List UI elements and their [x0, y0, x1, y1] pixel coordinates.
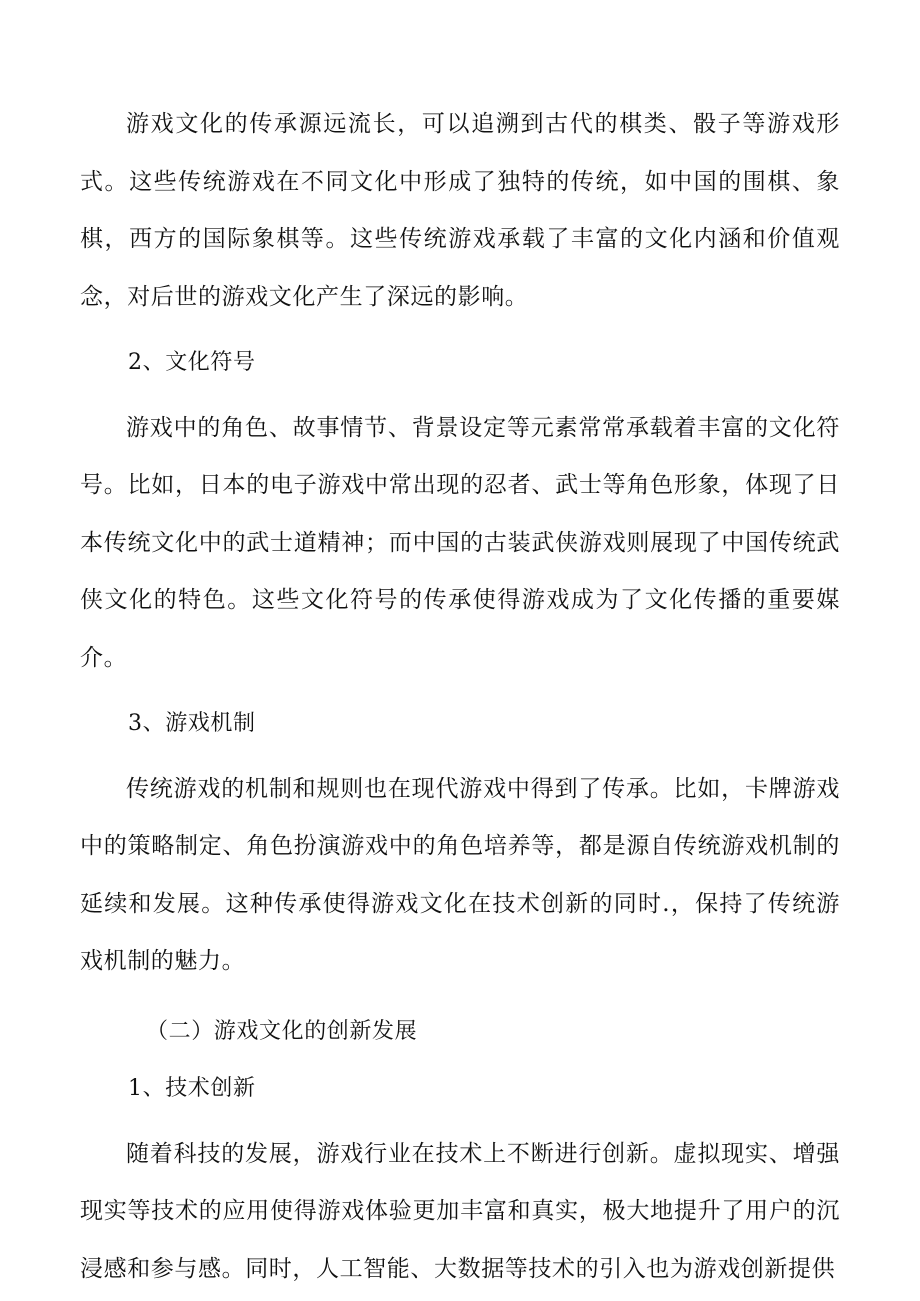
heading-tech-innovation: 1、技术创新 [128, 1076, 256, 1101]
section-heading-innovation: （二）游戏文化的创新发展 [146, 1018, 418, 1044]
paragraph-game-mechanics: 传统游戏的机制和规则也在现代游戏中得到了传承。比如，卡牌游戏中的策略制定、角色扮演游戏中的角色培养等，都是源自传统游戏机制的延续和发展。这种传承使得游戏文化在技术创新的同时.，保持了传统游戏机制的魅力。 [80, 775, 840, 974]
document-page [80, 96, 840, 1298]
spacer [80, 687, 840, 695]
spacer [80, 392, 840, 400]
paragraph-cultural-symbols: 游戏中的角色、故事情节、背景设定等元素常常承载着丰富的文化符号。比如，日本的电子游戏中常出现的忍者、武士等角色形象，体现了日本传统文化中的武士道精神；而中国的古装武侠游戏则展现了中国传统武侠文化的特色。这些文化符号的传承使得游戏成为了文化传播的重要媒介。 [80, 414, 840, 671]
heading-cultural-symbols: 2、文化符号 [128, 350, 256, 375]
paragraph-tech-innovation: 随着科技的发展，游戏行业在技术上不断进行创新。虚拟现实、增强现实等技术的应用使得游戏体验更加丰富和真实，极大地提升了用户的沉浸感和参与感。同时，人工智能、大数据等技术的引入也为游戏创新提供 [80, 1140, 840, 1282]
spacer [80, 1118, 840, 1126]
spacer [80, 991, 840, 1003]
paragraph-heritage-origin: 游戏文化的传承源远流长，可以追溯到古代的棋类、骰子等游戏形式。这些传统游戏在不同文化中形成了独特的传统，如中国的围棋、象棋，西方的国际象棋等。这些传统游戏承载了丰富的文化内涵和价值观念，对后世的游戏文化产生了深远的影响。 [80, 111, 840, 310]
heading-game-mechanics: 3、游戏机制 [128, 711, 256, 736]
spacer [80, 753, 840, 761]
spacer [80, 326, 840, 334]
